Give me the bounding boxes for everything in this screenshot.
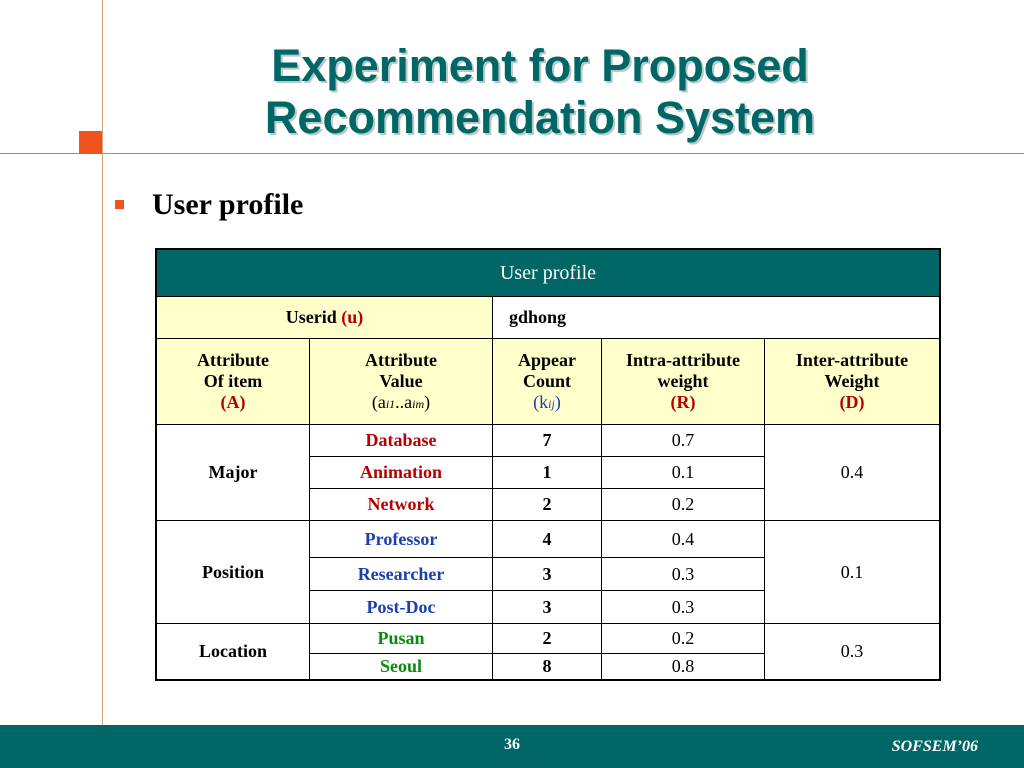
appear-count: 4 [493,521,602,558]
userid-symbol: (u) [341,307,364,327]
col2-symbol: (ai1..aim) [371,392,431,412]
col5-line2: Weight [824,371,880,391]
attribute-cell: Major [156,425,310,521]
col5-line1: Inter-attribute [795,350,909,370]
attribute-value: Post-Doc [310,591,493,624]
col4-line2: weight [657,371,709,391]
bullet-text: User profile [152,188,304,221]
col3-line2: Count [522,371,571,391]
bullet-square-icon [115,200,124,209]
table-row [156,624,940,654]
col-header-inter-weight [765,339,941,425]
appear-count: 8 [493,654,602,680]
intra-weight: 0.3 [602,558,765,591]
horizontal-rule [0,153,1024,154]
attribute-value: Researcher [310,558,493,591]
intra-weight: 0.3 [602,591,765,624]
page-number: 36 [504,736,520,753]
appear-count: 3 [493,591,602,624]
col-header-appear-count [493,339,602,425]
col-header-attribute-value [310,339,493,425]
attribute-value: Professor [310,521,493,558]
userid-value: gdhong [493,297,941,339]
intra-weight: 0.2 [602,624,765,654]
table-row [156,521,940,558]
inter-weight: 0.1 [765,521,941,624]
inter-weight: 0.3 [765,624,941,680]
col4-symbol: (R) [670,392,696,412]
col3-symbol: (kij) [533,392,561,412]
attribute-value: Seoul [310,654,493,680]
appear-count: 7 [493,425,602,457]
title-line-1: Experiment for Proposed [271,40,809,91]
attribute-cell: Location [156,624,310,680]
col2-line1: Attribute [365,350,437,370]
col-header-attribute [156,339,310,425]
col3-line1: Appear [518,350,576,370]
col1-line2: Of item [203,371,263,391]
col2-line2: Value [379,371,423,391]
inter-weight: 0.4 [765,425,941,521]
attribute-value: Pusan [310,624,493,654]
appear-count: 2 [493,489,602,521]
vertical-rule [102,0,103,725]
intra-weight: 0.8 [602,654,765,680]
title-line-2: Recommendation System [264,92,816,143]
appear-count: 1 [493,457,602,489]
intra-weight: 0.4 [602,521,765,558]
userid-label: Userid [285,307,342,327]
col4-line1: Intra-attribute [626,350,740,370]
attribute-value: Animation [310,457,493,489]
user-profile-table [155,248,941,681]
col-header-intra-weight [602,339,765,425]
userid-label-cell [156,297,493,339]
appear-count: 3 [493,558,602,591]
attribute-value: Network [310,489,493,521]
appear-count: 2 [493,624,602,654]
intra-weight: 0.7 [602,425,765,457]
slide-title [110,40,970,144]
table-row [156,425,940,457]
table-header: User profile [156,249,940,297]
attribute-value: Database [310,425,493,457]
conference-label: SOFSEM’06 [891,738,978,755]
attribute-cell: Position [156,521,310,624]
col1-symbol: (A) [220,392,246,412]
col1-line1: Attribute [197,350,269,370]
intra-weight: 0.1 [602,457,765,489]
accent-square [79,131,102,154]
col5-symbol: (D) [839,392,865,412]
intra-weight: 0.2 [602,489,765,521]
